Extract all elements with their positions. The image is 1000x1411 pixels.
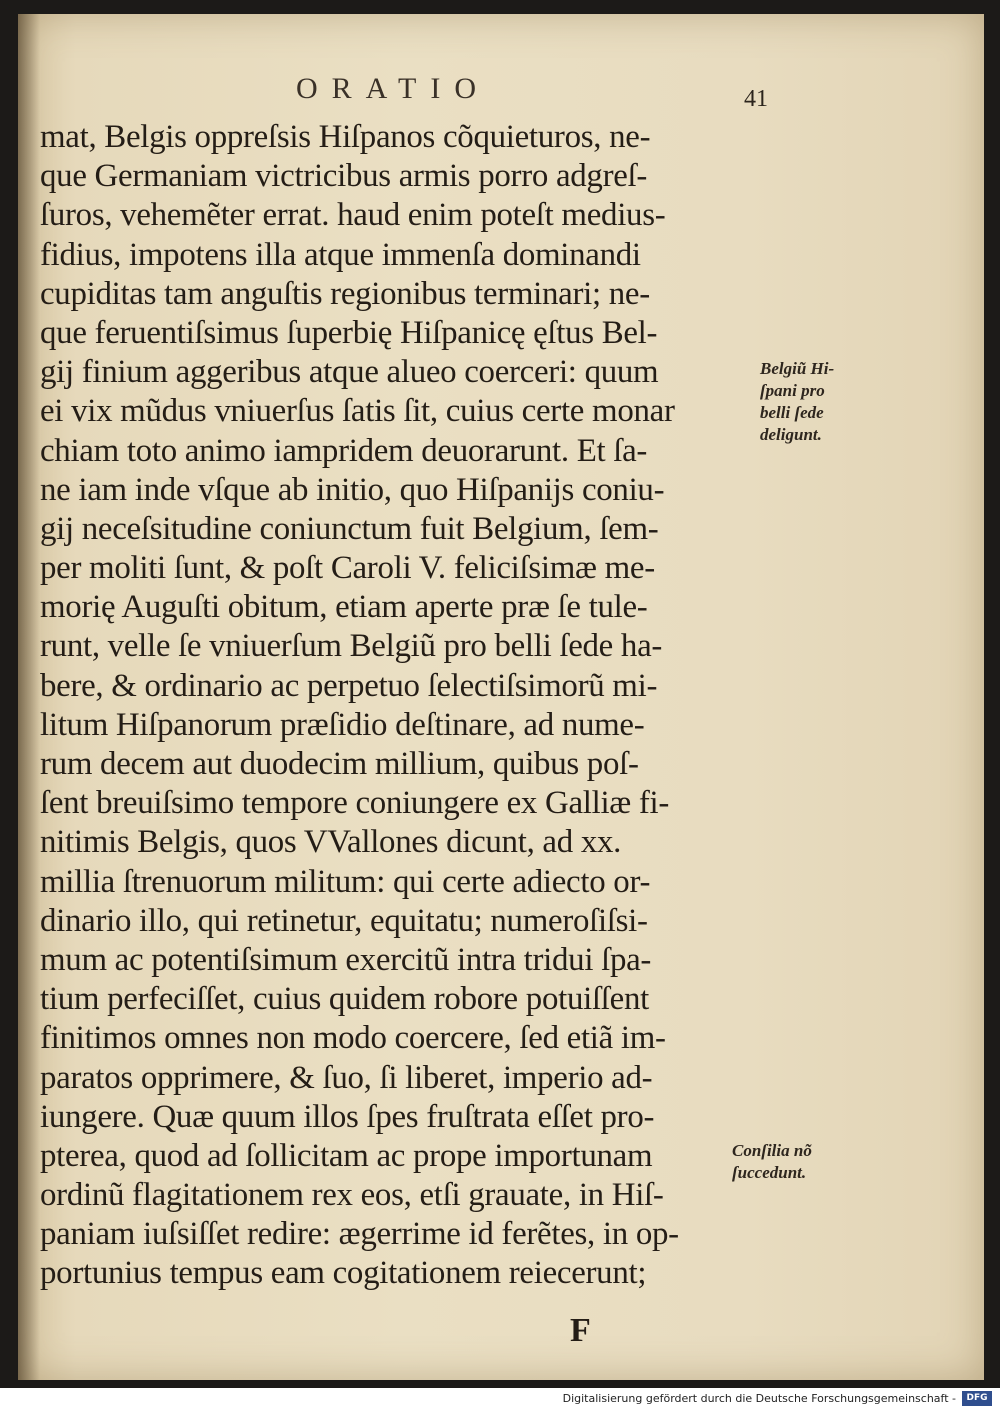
marginal-note-line: Belgiũ Hi- bbox=[760, 359, 835, 378]
marginal-note-line: ſpani pro bbox=[760, 381, 825, 400]
text-line: fidius, impotens illa atque immenſa dominandi bbox=[40, 236, 641, 273]
signature-mark: F bbox=[570, 1312, 591, 1349]
text-line: morię Auguſti obitum, etiam aperte præ ſe tule- bbox=[40, 589, 648, 626]
text-line: ei vix mũdus vniuerſus ſatis ſit, cuius certe monar bbox=[40, 393, 675, 430]
text-line: millia ſtrenuorum militum: qui certe adiecto or- bbox=[40, 863, 651, 900]
text-line: cupiditas tam anguſtis regionibus terminari; ne- bbox=[40, 275, 650, 312]
text-line: runt, velle ſe vniuerſum Belgiũ pro belli ſede ha- bbox=[40, 628, 663, 665]
gutter-shadow bbox=[18, 14, 40, 1380]
dfg-logo: DFG bbox=[962, 1391, 992, 1406]
marginal-note-line: deligunt. bbox=[760, 425, 822, 444]
text-line: rum decem aut duodecim millium, quibus poſ- bbox=[40, 746, 639, 782]
text-line: mat, Belgis oppreſsis Hiſpanos cõquieturos, ne- bbox=[40, 119, 651, 155]
text-line: ſent breuiſsimo tempore coniungere ex Galliæ fi- bbox=[40, 785, 670, 822]
text-line: per moliti ſunt, & poſt Caroli V. feliciſsimæ me- bbox=[40, 550, 655, 587]
text-line: chiam toto animo iampridem deuorarunt. Et ſa- bbox=[40, 432, 648, 469]
running-head: ORATIO bbox=[296, 72, 490, 105]
text-line: ſuros, vehemẽter errat. haud enim poteſt medius- bbox=[40, 197, 666, 234]
marginal-note-line: Conſilia nõ bbox=[732, 1141, 812, 1160]
marginal-note bbox=[760, 358, 834, 446]
text-line: que Germaniam victricibus armis porro adgreſ- bbox=[40, 158, 648, 195]
text-line: bere, & ordinario ac perpetuo ſelectiſsimorũ mi- bbox=[40, 667, 658, 704]
text-line: tium perfeciſſet, cuius quidem robore potuiſſent bbox=[40, 981, 649, 1018]
text-line: portunius tempus eam cogitationem reiecerunt; bbox=[40, 1255, 647, 1292]
text-line: ne iam inde vſque ab initio, quo Hiſpanijs coniu- bbox=[40, 471, 665, 508]
text-line: iungere. Quæ quum illos ſpes fruſtrata eſſet pro- bbox=[40, 1098, 655, 1135]
text-line: que feruentiſsimus ſuperbię Hiſpanicę ęſtus Bel- bbox=[40, 314, 658, 351]
text-line: paniam iuſsiſſet redire: ægerrime id ferẽtes, in op- bbox=[40, 1216, 679, 1253]
text-line: ordinũ flagitationem rex eos, etſi grauate, in Hiſ- bbox=[40, 1177, 664, 1214]
marginal-note bbox=[732, 1140, 812, 1184]
page-number: 41 bbox=[744, 86, 768, 112]
text-line: gij neceſsitudine coniunctum fuit Belgium, ſem- bbox=[40, 510, 659, 547]
text-line: paratos opprimere, & ſuo, ſi liberet, imperio ad- bbox=[40, 1059, 653, 1096]
marginal-note-line: ſuccedunt. bbox=[732, 1163, 807, 1182]
text-line: mum ac potentiſsimum exercitũ intra tridui ſpa- bbox=[40, 941, 652, 978]
text-line: gij finium aggeribus atque alueo coerceri: quum bbox=[40, 354, 659, 391]
text-line: finitimos omnes non modo coercere, ſed etiã im- bbox=[40, 1020, 666, 1057]
text-line: dinario illo, qui retinetur, equitatu; numeroſiſsi- bbox=[40, 902, 648, 939]
book-page bbox=[18, 14, 984, 1380]
footer-credit: Digitalisierung gefördert durch die Deutsche Forschungsgemeinschaft - bbox=[562, 1392, 956, 1405]
text-line: pterea, quod ad ſollicitam ac prope importunam bbox=[40, 1137, 653, 1174]
text-line: nitimis Belgis, quos VVallones dicunt, ad xx. bbox=[40, 824, 622, 861]
marginal-note-line: belli ſede bbox=[760, 403, 824, 422]
footer-bar bbox=[0, 1388, 1000, 1411]
body-text bbox=[40, 118, 770, 1294]
text-line: litum Hiſpanorum præſidio deſtinare, ad nume- bbox=[40, 706, 645, 743]
